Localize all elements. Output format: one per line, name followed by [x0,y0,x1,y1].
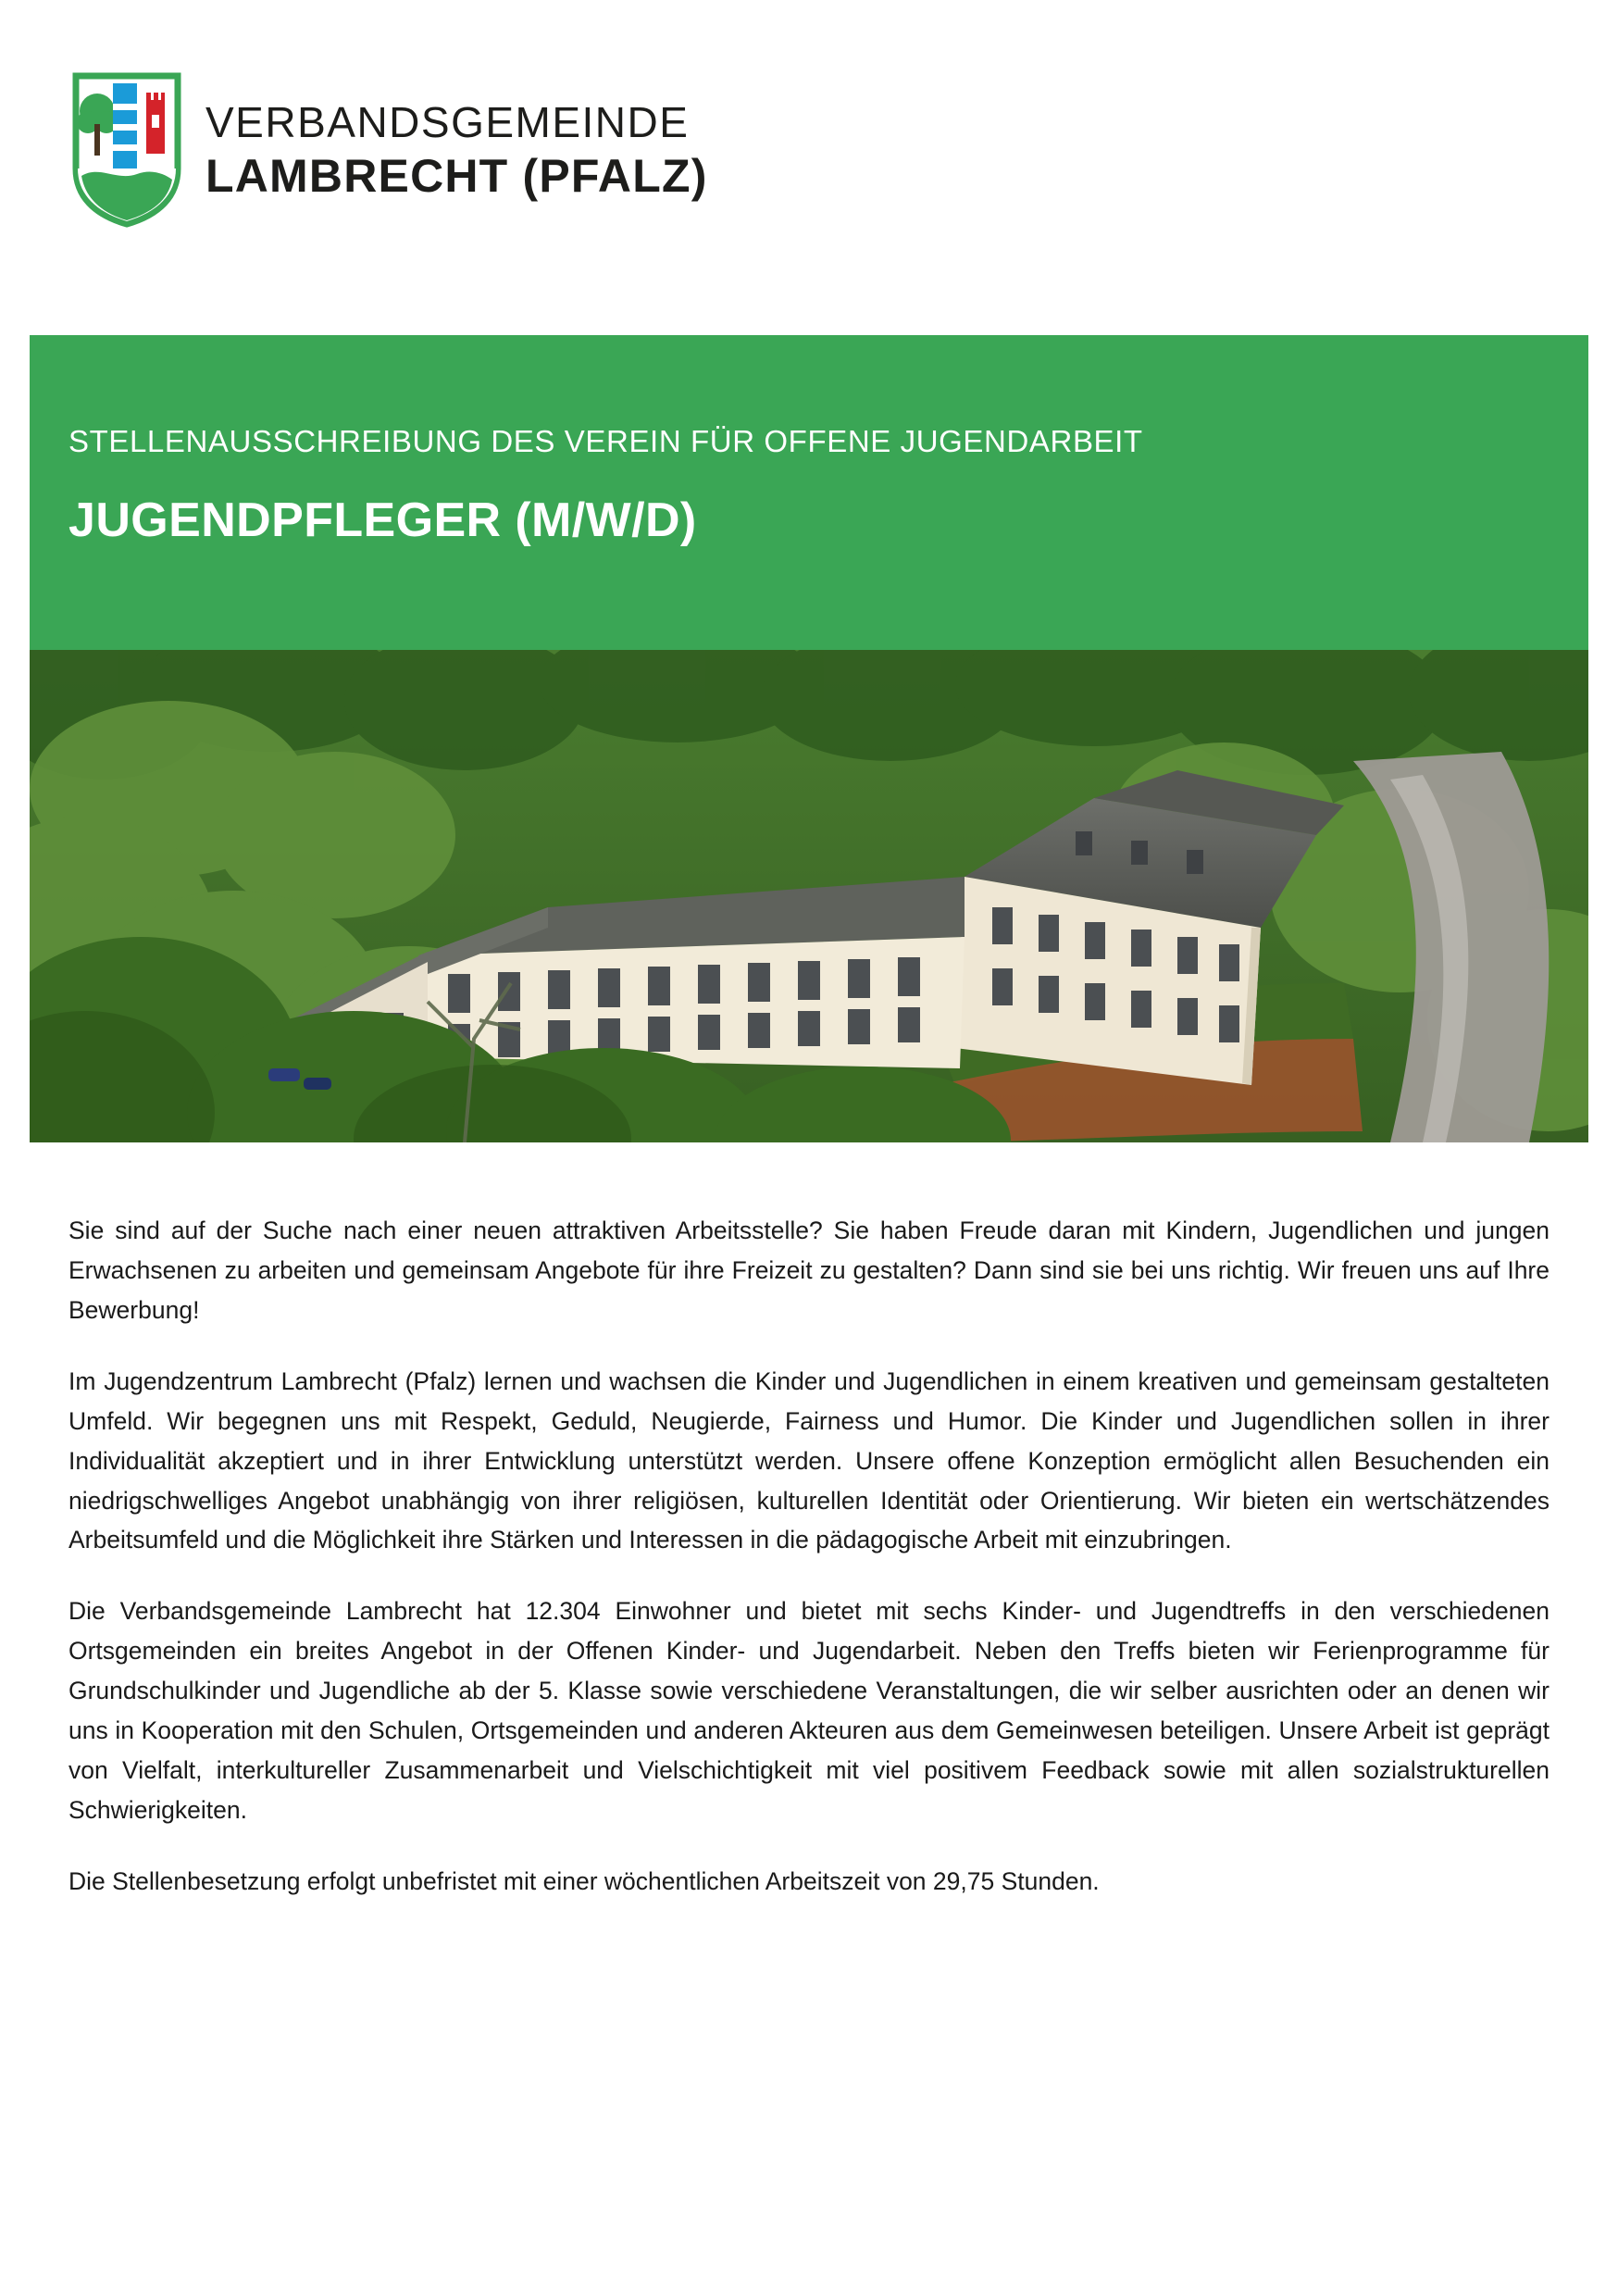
header-logo [72,72,708,228]
coat-of-arms-icon [72,72,181,228]
municipality-name [205,98,708,202]
banner-subtitle: STELLENAUSSCHREIBUNG DES VEREIN FÜR OFFENE JUGENDARBEIT [68,424,1143,458]
paragraph-intro: Sie sind auf der Suche nach einer neuen attraktiven Arbeitsstelle? Sie haben Freude daran mit Kindern, Jugendlichen und jungen Erwachsenen zu arbeiten und gemeinsam Angebote für ihre Freizeit zu gestalten? Dann sind sie bei uns richtig. Wir freuen uns auf Ihre Bewerbung! [68,1217,1550,1324]
building-photo [30,650,1588,1142]
page-title: JUGENDPFLEGER (M/W/D) [68,493,697,547]
logo-line-2: LAMBRECHT (PFALZ) [205,150,708,202]
logo-line-1: VERBANDSGEMEINDE [205,98,690,146]
job-banner [30,335,1588,650]
paragraph-about-center: Im Jugendzentrum Lambrecht (Pfalz) lernen und wachsen die Kinder und Jugendlichen in einem kreativen und gemeinsam gestalteten Umfeld. Wir begegnen uns mit Respekt, Geduld, Neugierde, Fairness und Humor. Die Kinder und Jugendlichen sollen in ihrer Individualität akzeptiert und in ihrer Entwicklung unterstützt werden. Unsere offene Konzeption ermöglicht allen Besuchenden ein niedrigschwelliges Angebot unabhängig von ihrer religiösen, kulturellen Identität oder Orientierung. Wir bieten ein wertschätzendes Arbeitsumfeld und die Möglichkeit ihre Stärken und Interessen in die pädagogische Arbeit mit einzubringen. [68,1366,1550,1554]
paragraph-about-municipality: Die Verbandsgemeinde Lambrecht hat 12.304 Einwohner und bietet mit sechs Kinder- und Jugendtreffs in den verschiedenen Ortsgemeinden ein breites Angebot in der Offenen Kinder- und Jugendarbeit. Neben den Treffs bieten wir Ferienprogramme für Grundschulkinder und Jugendliche ab der 5. Klasse sowie verschiedene Veranstaltungen, die wir selber ausrichten oder an denen wir uns in Kooperation mit den Schulen, Ortsgemeinden und anderen Akteuren aus dem Gemeinwesen beteiligen. Unsere Arbeit ist geprägt von Vielfalt, interkultureller Zusammenarbeit und Vielschichtigkeit mit viel positivem Feedback sowie mit allen sozialstrukturellen Schwierigkeiten. [68,1597,1550,1824]
job-description [68,1211,1550,1902]
paragraph-employment-terms: Die Stellenbesetzung erfolgt unbefristet mit einer wöchentlichen Arbeitszeit von 29,75 Stunden. [68,1866,1100,1895]
